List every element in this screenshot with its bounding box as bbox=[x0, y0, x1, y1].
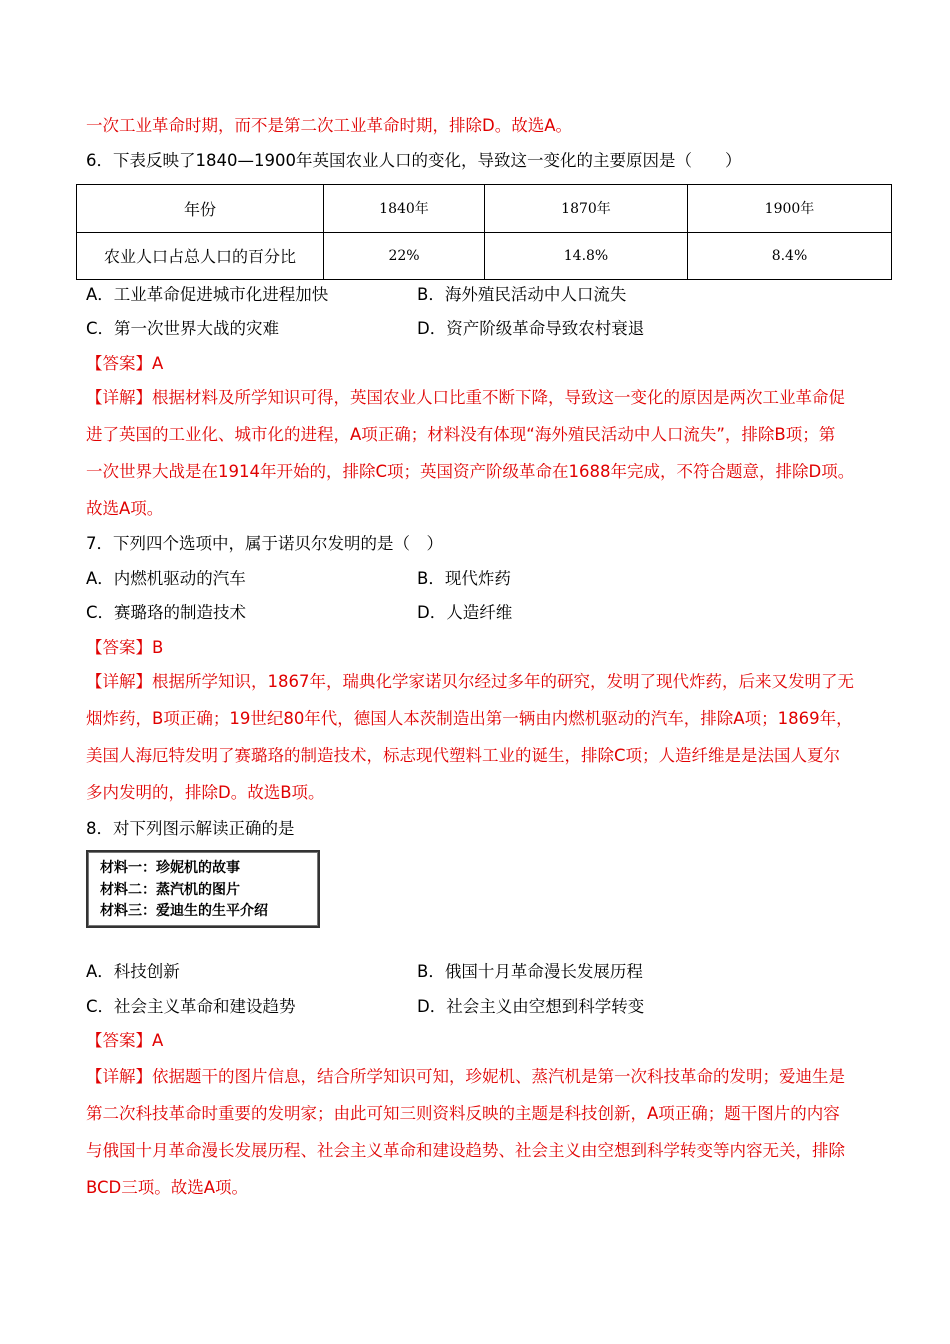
cell-1900: 8.4% bbox=[688, 232, 892, 280]
q7-explanation-line: 烟炸药，B项正确；19世纪80年代，德国人本茨制造出第一辆由内燃机驱动的汽车，排除A项；1869年， bbox=[86, 709, 853, 728]
q8-option-b: B．俄国十月革命漫长发展历程 bbox=[417, 962, 643, 981]
header-1840: 1840年 bbox=[324, 185, 485, 233]
q7-answer: 【答案】B bbox=[86, 638, 164, 657]
q8-option-a: A．科技创新 bbox=[86, 962, 180, 981]
header-1900: 1900年 bbox=[688, 185, 892, 233]
q6-explanation-line: 【详解】根据材料及所学知识可得，英国农业人口比重不断下降，导致这一变化的原因是两次工业革命促 bbox=[86, 388, 845, 407]
q6-explanation-line: 一次世界大战是在1914年开始的，排除C项；英国资产阶级革命在1688年完成，不符合题意，排除D项。 bbox=[86, 462, 855, 481]
table-row bbox=[77, 232, 892, 280]
materials-box bbox=[86, 850, 320, 928]
cell-1840: 22% bbox=[324, 232, 485, 280]
q8-option-d: D．社会主义由空想到科学转变 bbox=[417, 997, 645, 1016]
q6-answer: 【答案】A bbox=[86, 354, 164, 373]
material-item: 材料一：珍妮机的故事 bbox=[100, 860, 240, 876]
q8-stem: 8．对下列图示解读正确的是 bbox=[86, 819, 295, 838]
q8-explanation-line: 与俄国十月革命漫长发展历程、社会主义革命和建设趋势、社会主义由空想到科学转变等内容无关，排除 bbox=[86, 1141, 845, 1160]
prev-explanation-tail: 一次工业革命时期，而不是第二次工业革命时期，排除D。故选A。 bbox=[86, 116, 572, 135]
q7-stem: 7．下列四个选项中，属于诺贝尔发明的是（ ） bbox=[86, 534, 443, 553]
q6-option-d: D．资产阶级革命导致农村衰退 bbox=[417, 319, 645, 338]
q7-explanation-line: 多内发明的，排除D。故选B项。 bbox=[86, 783, 325, 802]
q8-explanation-line: 第二次科技革命时重要的发明家；由此可知三则资料反映的主题是科技创新，A项正确；题干图片的内容 bbox=[86, 1104, 840, 1123]
q7-option-b: B．现代炸药 bbox=[417, 569, 511, 588]
q8-answer: 【答案】A bbox=[86, 1031, 164, 1050]
q6-explanation-line: 进了英国的工业化、城市化的进程，A项正确；材料没有体现“海外殖民活动中人口流失”，排除B项；第 bbox=[86, 425, 836, 444]
material-item: 材料三：爱迪生的生平介绍 bbox=[100, 903, 268, 919]
q6-stem: 6．下表反映了1840—1900年英国农业人口的变化，导致这一变化的主要原因是（ ） bbox=[86, 151, 742, 170]
q8-explanation-line: BCD三项。故选A项。 bbox=[86, 1178, 249, 1197]
q8-explanation-line: 【详解】依据题干的图片信息，结合所学知识可知，珍妮机、蒸汽机是第一次科技革命的发明；爱迪生是 bbox=[86, 1067, 845, 1086]
material-item: 材料二：蒸汽机的图片 bbox=[100, 881, 240, 898]
q7-option-d: D．人造纤维 bbox=[417, 603, 513, 622]
header-1870: 1870年 bbox=[485, 185, 688, 233]
q7-option-c: C．赛璐珞的制造技术 bbox=[86, 603, 247, 622]
table-header-row bbox=[77, 185, 892, 233]
q6-option-b: B．海外殖民活动中人口流失 bbox=[417, 285, 627, 304]
q8-option-c: C．社会主义革命和建设趋势 bbox=[86, 997, 296, 1016]
row-label: 农业人口占总人口的百分比 bbox=[77, 232, 324, 280]
q7-option-a: A．内燃机驱动的汽车 bbox=[86, 569, 246, 588]
header-year: 年份 bbox=[77, 185, 324, 233]
q7-explanation-line: 美国人海厄特发明了赛璐珞的制造技术，标志现代塑料工业的诞生，排除C项；人造纤维是是法国人夏尔 bbox=[86, 746, 841, 765]
q6-option-a: A．工业革命促进城市化进程加快 bbox=[86, 285, 329, 304]
q7-explanation-line: 【详解】根据所学知识，1867年，瑞典化学家诺贝尔经过多年的研究，发明了现代炸药，后来又发明了无 bbox=[86, 672, 854, 691]
q6-option-c: C．第一次世界大战的灾难 bbox=[86, 319, 280, 338]
q6-explanation-line: 故选A项。 bbox=[86, 499, 164, 518]
cell-1870: 14.8% bbox=[485, 232, 688, 280]
population-table bbox=[76, 184, 892, 280]
